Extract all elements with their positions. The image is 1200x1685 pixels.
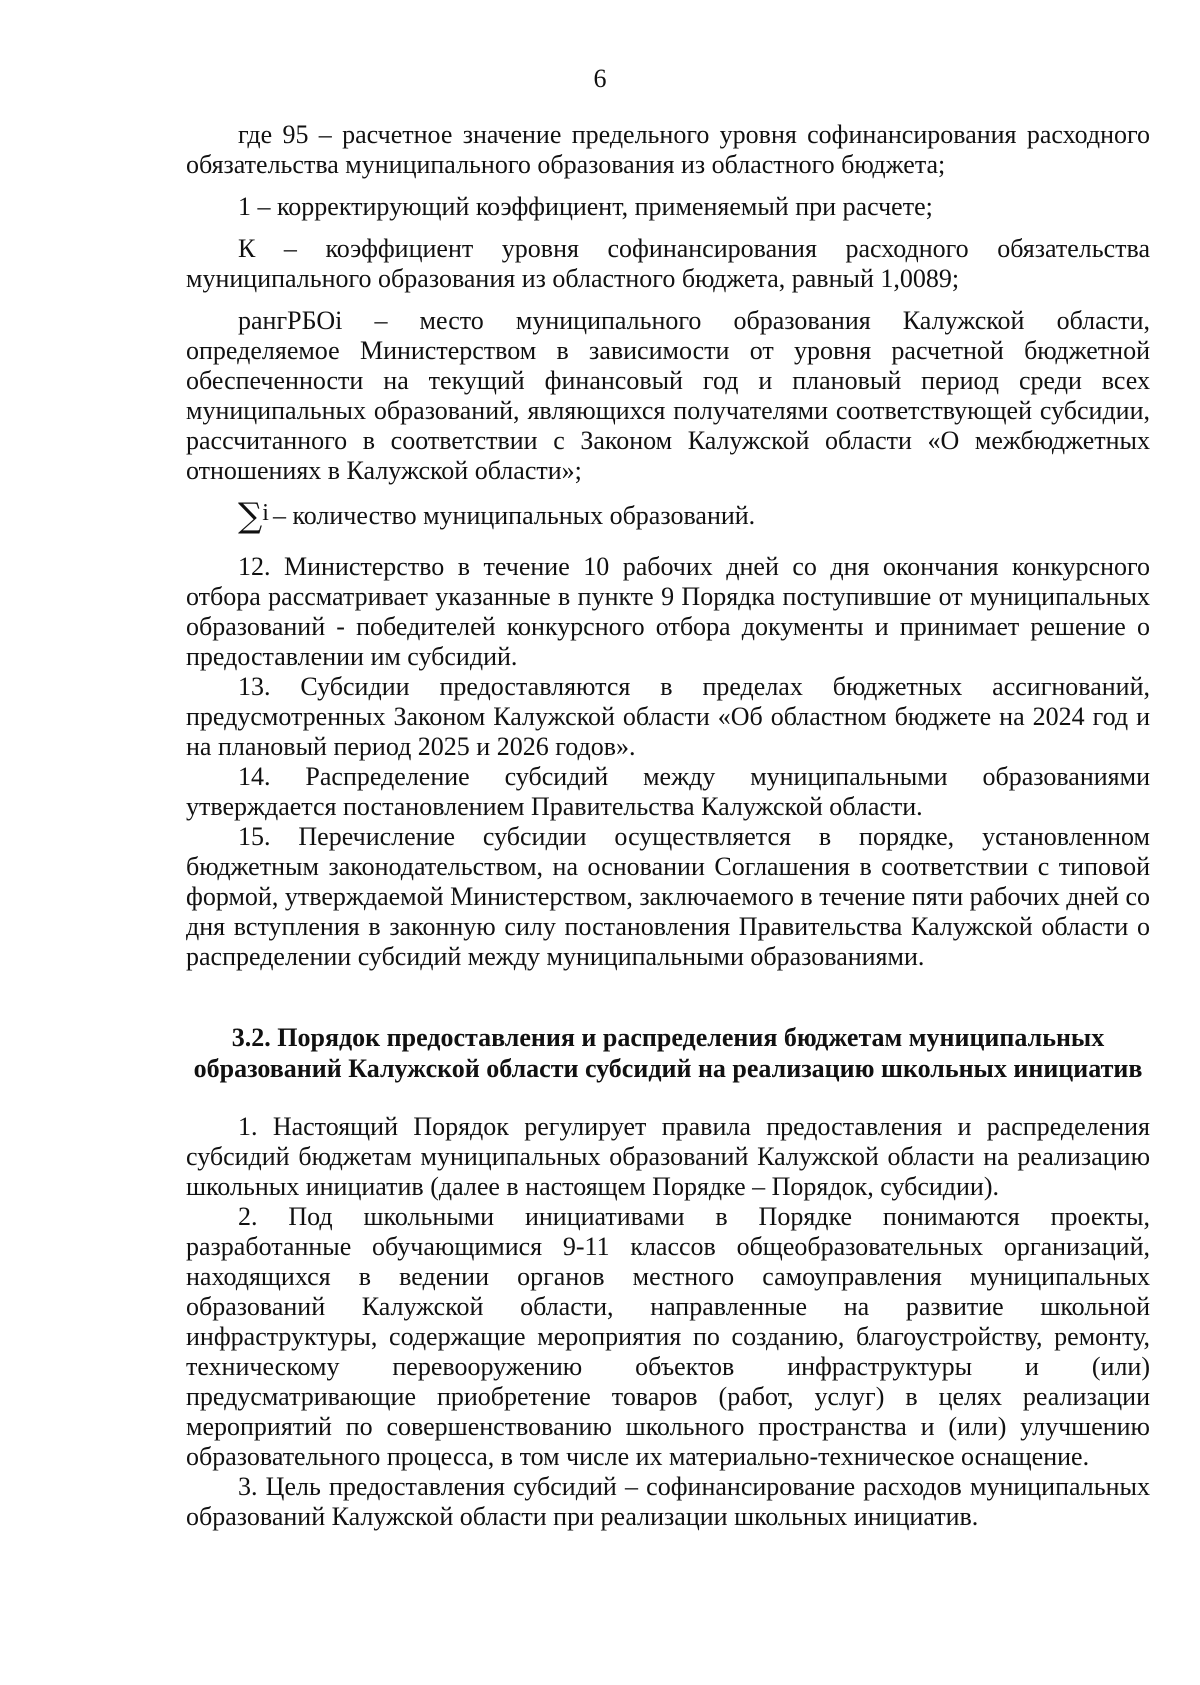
section-points-block	[186, 552, 1150, 972]
section-heading-line-2: образований Калужской области субсидий на реализацию школьных инициатив	[193, 1054, 1143, 1083]
definition-95: где 95 – расчетное значение предельного уровня софинансирования расходного обязательства муниципального образования из областного бюджета;	[186, 120, 1150, 179]
section-heading-line-1: 3.2. Порядок предоставления и распределения бюджетам муниципальных	[231, 1023, 1105, 1052]
point-13: 13. Субсидии предоставляются в пределах бюджетных ассигнований, предусмотренных Законом Калужской области «Об областном бюджете на 2024 год и на плановый период 2025 и 2026 годов».	[186, 672, 1150, 761]
sigma-definition-text: – количество муниципальных образований.	[272, 501, 756, 530]
section-32-point-1: 1. Настоящий Порядок регулирует правила предоставления и распределения субсидий бюджетам муниципальных образований Калужской области на реализацию школьных инициатив (далее в настоящем Порядке – Порядок, субсидии).	[186, 1112, 1150, 1201]
section-32-point-3: 3. Цель предоставления субсидий – софинансирование расходов муниципальных образований Калужской области при реализации школьных инициатив.	[186, 1472, 1150, 1531]
page-number: 6	[593, 64, 607, 93]
point-15: 15. Перечисление субсидии осуществляется в порядке, установленном бюджетным законодательством, на основании Соглашения в соответствии с типовой формой, утверждаемой Министерством, заключаемого в течение пяти рабочих дней со дня вступления в законную силу постановления Правительства Калужской области о распределении субсидий между муниципальными образованиями.	[186, 822, 1150, 971]
definition-sigma	[186, 496, 1150, 536]
definition-coefficient-k: К – коэффициент уровня софинансирования расходного обязательства муниципального образования из областного бюджета, равный 1,0089;	[186, 234, 1150, 293]
section-32-points-block	[186, 1112, 1150, 1532]
point-12: 12. Министерство в течение 10 рабочих дней со дня окончания конкурсного отбора рассматривает указанные в пункте 9 Порядка поступившие от муниципальных образований - победителей конкурсного отбора документы и принимает решение о предоставлении им субсидий.	[186, 552, 1150, 671]
definition-coefficient-1: 1 – корректирующий коэффициент, применяемый при расчете;	[238, 192, 933, 221]
sigma-symbol: ∑	[238, 496, 263, 536]
section-heading	[186, 1022, 1150, 1084]
section-32-point-2: 2. Под школьными инициативами в Порядке понимаются проекты, разработанные обучающимися 9-11 классов общеобразовательных организаций, находящихся в ведении органов местного самоуправления муниципальных образований Калужской области, направленные на развитие школьной инфраструктуры, содержащие мероприятия по созданию, благоустройству, ремонту, техническому перевооружению объектов инфраструктуры и (или) предусматривающие приобретение товаров (работ, услуг) в целях реализации мероприятий по совершенствованию школьного пространства и (или) улучшению образовательного процесса, в том числе их материально-техническое оснащение.	[186, 1202, 1150, 1471]
sigma-index: i	[262, 500, 269, 526]
point-14: 14. Распределение субсидий между муниципальными образованиями утверждается постановлением Правительства Калужской области.	[186, 762, 1150, 821]
definitions-block	[186, 120, 1150, 536]
definition-rank: рангРБОi – место муниципального образования Калужской области, определяемое Министерством в зависимости от уровня расчетной бюджетной обеспеченности на текущий финансовый год и плановый период среди всех муниципальных образований, являющихся получателями соответствующей субсидии, рассчитанного в соответствии с Законом Калужской области «О межбюджетных отношениях в Калужской области»;	[186, 306, 1150, 485]
